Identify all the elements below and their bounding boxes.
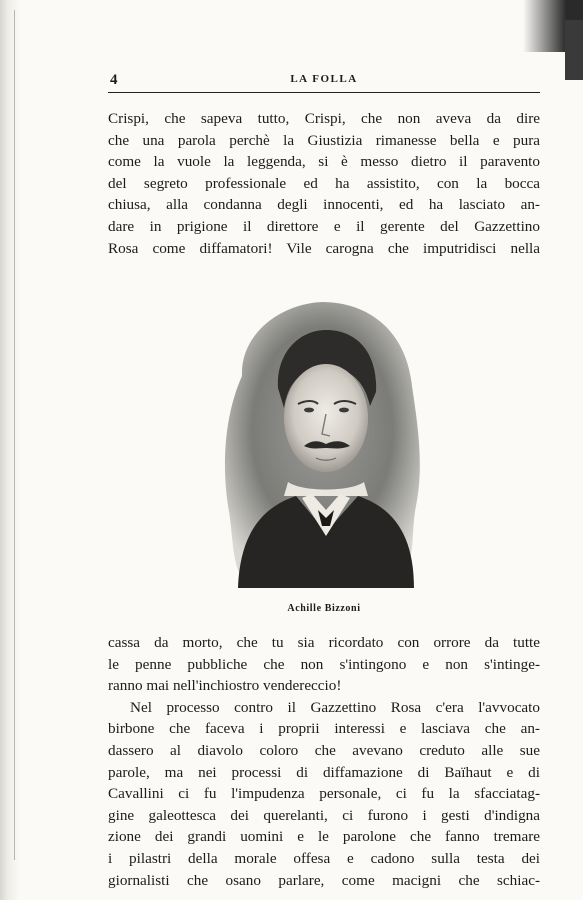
text-line: ranno mai nell'inchiostro vendereccio! [108, 677, 342, 695]
page-left-edge-shadow [0, 0, 20, 900]
paragraph-2 [108, 632, 540, 891]
text-line: dare in prigione il direttore e il gerente del Gazzettino [108, 217, 540, 235]
page-header [108, 70, 540, 93]
text-line: Nel processo contro il Gazzettino Rosa c'era l'avvocato [130, 698, 540, 716]
text-line: parole, ma nei processi di diffamazione di Baïhaut e di [108, 763, 540, 781]
portrait-engraving [218, 296, 424, 592]
text-line: Crispi, che sapeva tutto, Crispi, che non aveva da dire [108, 110, 540, 127]
portrait-caption: Achille Bizzoni [287, 603, 361, 614]
text-line: Cavallini ci fu l'impudenza personale, ci fu la sfacciatag- [108, 785, 540, 803]
text-line: i pilastri della morale offesa e cadono sulla testa dei [108, 849, 540, 867]
running-title: LA FOLLA [290, 73, 358, 85]
text-line: che una parola perchè la Giustizia rimanesse bella e pura [108, 131, 540, 149]
text-line: chiusa, alla condanna degli innocenti, ed ha lasciato an- [108, 196, 540, 214]
page-number: 4 [110, 72, 118, 88]
scan-corner-tab [565, 20, 583, 80]
text-line: dassero al diavolo coloro che avevano creduto alle sue [108, 741, 540, 759]
paragraph-1 [108, 108, 540, 259]
text-line: del segreto professionale ed ha assistito, con la bocca [108, 174, 540, 192]
text-line: giornalisti che osano parlare, come macigni che schiac- [108, 871, 540, 889]
text-line: Rosa come diffamatori! Vile carogna che imputridisci nella [108, 239, 540, 257]
page-edge-line [14, 10, 15, 860]
text-line: gine galeottesca dei querelanti, ci furono i gesti d'indigna [108, 806, 540, 824]
text-line: le penne pubbliche che non s'intingono e non s'intinge- [108, 655, 540, 673]
text-line: birbone che faceva i proprii interessi e lasciava che an- [108, 720, 540, 738]
text-line: come la vuole la leggenda, si è messo dietro il paravento [108, 153, 540, 171]
text-line: zione dei grandi uomini e le parolone che fanno tremare [108, 828, 540, 846]
text-line: cassa da morto, che tu sia ricordato con orrore da tutte [108, 634, 540, 651]
